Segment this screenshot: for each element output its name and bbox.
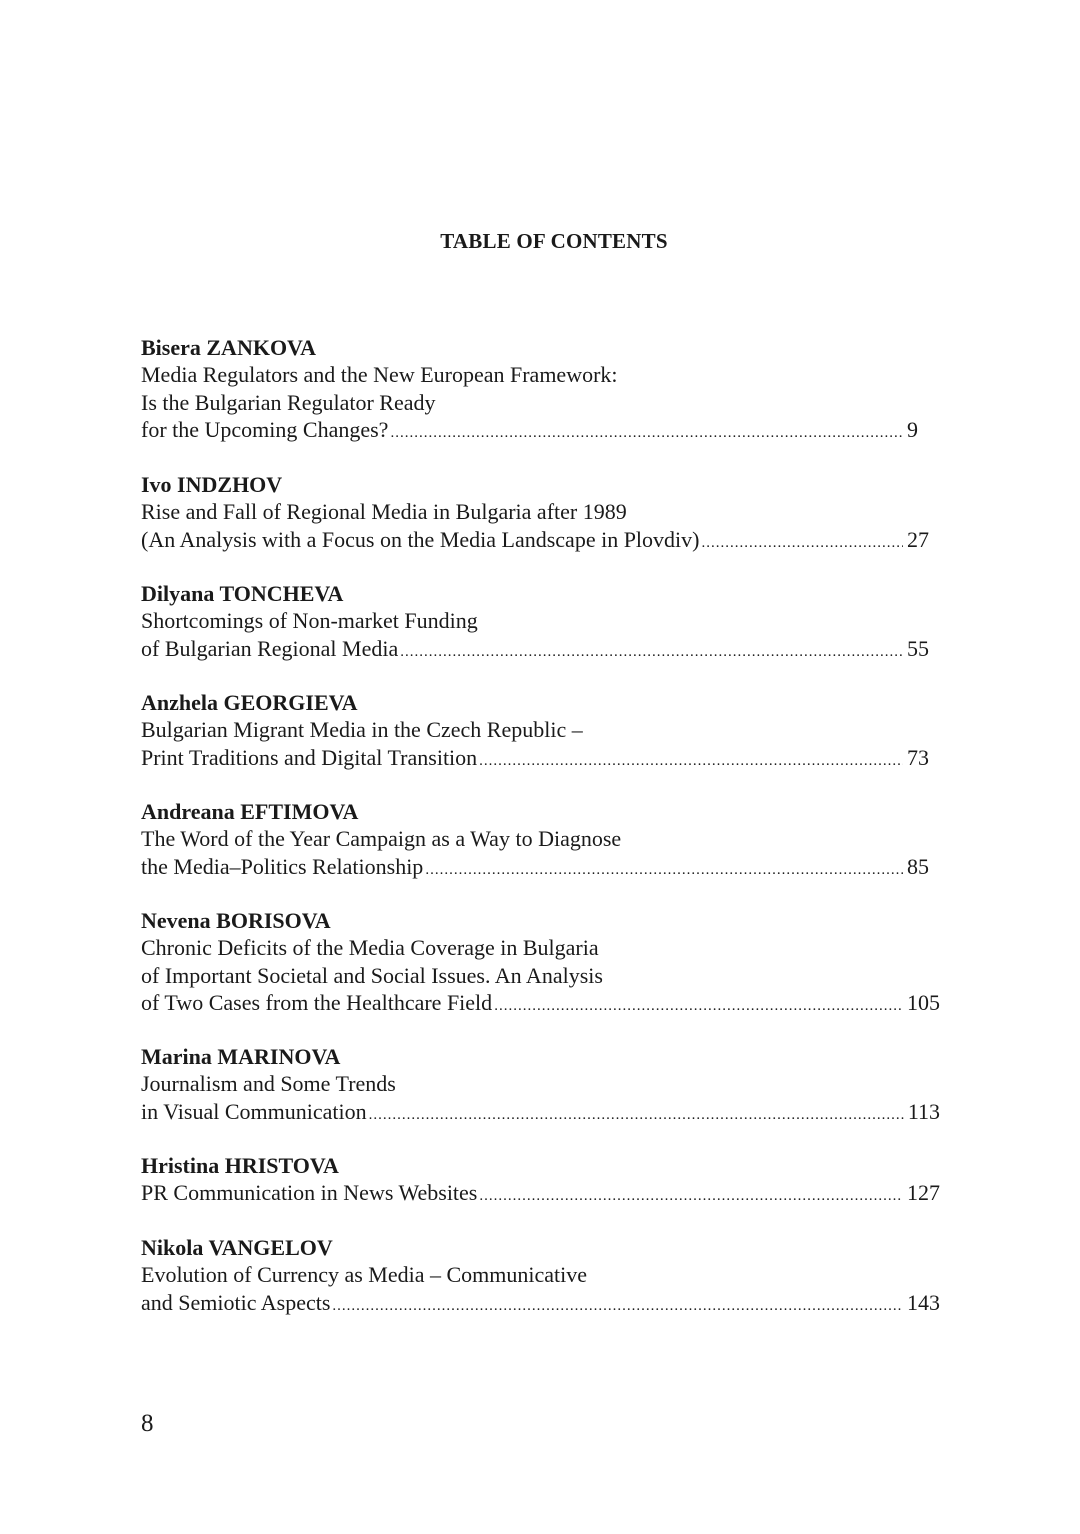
toc-entry[interactable] [141, 1152, 941, 1207]
toc-entry[interactable] [141, 1234, 941, 1316]
entry-title-line: Rise and Fall of Regional Media in Bulgaria after 1989 [141, 499, 627, 525]
entry-title-last-line [141, 416, 918, 443]
entry-title-text: Print Traditions and Digital Transition [141, 744, 478, 770]
entry-author: Ivo INDZHOV [141, 472, 283, 497]
dot-leader [425, 857, 903, 884]
toc-entry[interactable] [141, 334, 941, 443]
entry-title-text: in Visual Communication [141, 1098, 367, 1124]
entry-title-line: Shortcomings of Non-market Funding [141, 608, 478, 634]
entry-title-line: The Word of the Year Campaign as a Way to Diagnose [141, 826, 622, 852]
entry-title-last-line [141, 853, 929, 880]
entry-title-last-line [141, 1289, 940, 1316]
dot-leader [494, 993, 903, 1020]
entry-title-text: PR Communication in News Websites [141, 1180, 478, 1206]
toc-title: TABLE OF CONTENTS [440, 229, 668, 253]
entry-title-text: of Two Cases from the Healthcare Field [141, 989, 493, 1015]
entry-title-last-line [141, 635, 929, 662]
entry-title-line: Media Regulators and the New European Framework: [141, 362, 618, 388]
dot-leader [332, 1293, 903, 1320]
entry-page-number: 9 [907, 416, 918, 442]
entry-author: Nevena BORISOVA [141, 908, 331, 933]
entry-page-number: 85 [907, 853, 929, 879]
entry-page-number: 143 [907, 1289, 940, 1315]
entry-title-last-line [141, 526, 929, 553]
dot-leader [390, 420, 903, 447]
entry-page-number: 113 [907, 1098, 940, 1124]
entry-title-text: (An Analysis with a Focus on the Media Landscape in Plovdiv) [141, 526, 700, 552]
page-number: 8 [141, 1410, 154, 1437]
entry-title-text: of Bulgarian Regional Media [141, 635, 399, 661]
entry-page-number: 73 [907, 744, 929, 770]
entry-author: Dilyana TONCHEVA [141, 581, 344, 606]
entry-title-text: and Semiotic Aspects [141, 1289, 331, 1315]
toc-entry[interactable] [141, 798, 941, 880]
toc-entry[interactable] [141, 580, 941, 662]
entry-author: Hristina HRISTOVA [141, 1153, 339, 1178]
entry-author: Nikola VANGELOV [141, 1235, 333, 1260]
entry-title-text: for the Upcoming Changes? [141, 416, 389, 442]
entry-page-number: 55 [907, 635, 929, 661]
entry-author: Andreana EFTIMOVA [141, 799, 359, 824]
entry-author: Bisera ZANKOVA [141, 335, 316, 360]
entry-author: Marina MARINOVA [141, 1044, 341, 1069]
entry-title-last-line [141, 989, 940, 1016]
toc-entry[interactable] [141, 1043, 941, 1125]
entry-title-line: Is the Bulgarian Regulator Ready [141, 389, 436, 415]
entry-title-line: Bulgarian Migrant Media in the Czech Republic – [141, 717, 583, 743]
toc-entry[interactable] [141, 689, 941, 771]
entry-author: Anzhela GEORGIEVA [141, 690, 358, 715]
entry-page-number: 105 [907, 989, 940, 1015]
entry-title-line: Evolution of Currency as Media – Communicative [141, 1262, 588, 1288]
entry-title-text: the Media–Politics Relationship [141, 853, 424, 879]
entry-title-last-line [141, 1179, 940, 1206]
entry-title-last-line [141, 1098, 940, 1125]
toc-entry[interactable] [141, 907, 941, 1016]
entry-title-line: of Important Societal and Social Issues. An Analysis [141, 962, 603, 988]
entry-title-line: Chronic Deficits of the Media Coverage in Bulgaria [141, 935, 599, 961]
dot-leader [479, 748, 903, 775]
dot-leader [701, 530, 903, 557]
entry-title-last-line [141, 744, 929, 771]
entry-page-number: 127 [907, 1180, 940, 1206]
dot-leader [369, 1102, 904, 1129]
entry-title-line: Journalism and Some Trends [141, 1071, 396, 1097]
dot-leader [400, 639, 903, 666]
toc-entry[interactable] [141, 471, 941, 553]
dot-leader [479, 1183, 903, 1210]
entry-page-number: 27 [907, 526, 929, 552]
